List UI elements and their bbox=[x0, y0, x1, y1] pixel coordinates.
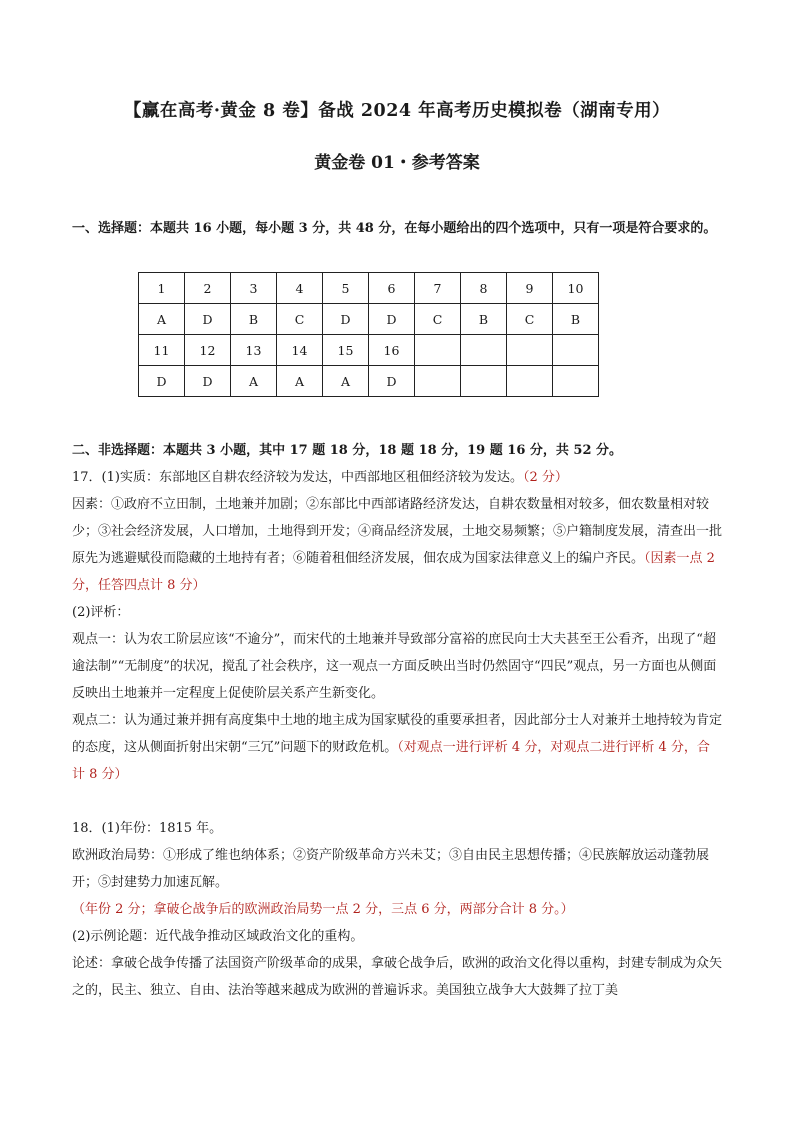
q17-part1 bbox=[72, 464, 722, 491]
answer-table-cell bbox=[553, 366, 599, 397]
answer-table-cell: 12 bbox=[185, 335, 231, 366]
answer-table-cell bbox=[507, 366, 553, 397]
answer-table-cell: A bbox=[323, 366, 369, 397]
section2 bbox=[72, 437, 722, 1004]
answer-table-cell: 11 bbox=[139, 335, 185, 366]
q17-part1-score: （2 分） bbox=[522, 470, 568, 485]
q17-viewpoint1: 观点一：认为农工阶层应该“不逾分”，而宋代的土地兼并导致部分富裕的庶民向士大夫甚至王公看齐，出现了“超逾法制”“无制度”的状况，搅乱了社会秩序，这一观点一方面反映出当时仍然固守“四民”观点，另一方面也从侧面反映出土地兼并一定程度上促使阶层关系产生新变化。 bbox=[72, 632, 717, 701]
q18-part1: 18．(1)年份：1815 年。 bbox=[72, 821, 223, 836]
q18-politics-text: 欧洲政治局势：①形成了维也纳体系；②资产阶级革命方兴未艾；③自由民主思想传播；④民族解放运动蓬勃展开；⑤封建势力加速瓦解。 bbox=[72, 848, 710, 890]
answer-table-cell: 16 bbox=[369, 335, 415, 366]
answer-table-cell: B bbox=[553, 304, 599, 335]
q18-part2-topic: (2)示例论题：近代战争推动区域政治文化的重构。 bbox=[72, 929, 364, 944]
q17-viewpoint2-score: （对观点一进行评析 4 分，对观点二进行评析 4 分，合计 8 分） bbox=[72, 740, 710, 782]
answer-table-cell: A bbox=[139, 304, 185, 335]
answer-table bbox=[138, 272, 599, 397]
document-title: 【赢在高考·黄金 8 卷】备战 2024 年高考历史模拟卷（湖南专用） bbox=[123, 101, 671, 121]
answer-table-cell: C bbox=[415, 304, 461, 335]
answer-table-cell: A bbox=[277, 366, 323, 397]
answer-table-cell: 2 bbox=[185, 273, 231, 304]
answer-table-cell: 15 bbox=[323, 335, 369, 366]
answer-table-cell: 8 bbox=[461, 273, 507, 304]
answer-table-row bbox=[139, 366, 599, 397]
answer-table-cell: C bbox=[277, 304, 323, 335]
q17-part1-text: 17．(1)实质：东部地区自耕农经济较为发达，中西部地区租佃经济较为发达。 bbox=[72, 470, 523, 485]
answer-table-cell: 3 bbox=[231, 273, 277, 304]
q18-politics-score: （年份 2 分；拿破仑战争后的欧洲政治局势一点 2 分，三点 6 分，两部分合计 8 分。） bbox=[72, 902, 574, 917]
answer-table-cell bbox=[507, 335, 553, 366]
answer-table-cell: 13 bbox=[231, 335, 277, 366]
answer-table-cell: 4 bbox=[277, 273, 323, 304]
q17-viewpoint2 bbox=[72, 707, 722, 788]
q17-factors-text: 因素：①政府不立田制，土地兼并加剧；②东部比中西部诸路经济发达，自耕农数量相对较多，佃农数量相对较少；③社会经济发展，人口增加，土地得到开发；④商品经济发展，土地交易频繁；⑤户籍制度发展，清查出一批原先为逃避赋役而隐藏的土地持有者；⑥随着租佃经济发展，佃农成为国家法律意义上的编户齐民。 bbox=[72, 497, 723, 566]
q18-politics bbox=[72, 842, 722, 923]
answer-table-cell: 14 bbox=[277, 335, 323, 366]
q17-viewpoint2-text: 观点二：认为通过兼并拥有高度集中土地的地主成为国家赋役的重要承担者，因此部分士人对兼并土地持较为肯定的态度，这从侧面折射出宋朝“三冗”问题下的财政危机。 bbox=[72, 713, 723, 755]
answer-table-row bbox=[139, 273, 599, 304]
answer-table-cell: 5 bbox=[323, 273, 369, 304]
answer-table-cell bbox=[415, 366, 461, 397]
answer-table-row bbox=[139, 335, 599, 366]
answer-table-cell: D bbox=[139, 366, 185, 397]
answer-table-cell: 10 bbox=[553, 273, 599, 304]
answer-table-row bbox=[139, 304, 599, 335]
q17-factors-score: （因素一点 2 分，任答四点计 8 分） bbox=[72, 551, 715, 593]
section2-heading: 二、非选择题：本题共 3 小题，其中 17 题 18 分，18 题 18 分，19 题 16 分，共 52 分。 bbox=[72, 443, 623, 458]
answer-table-cell: D bbox=[369, 304, 415, 335]
answer-table-cell: B bbox=[231, 304, 277, 335]
answer-table-cell: 1 bbox=[139, 273, 185, 304]
answer-table-cell: C bbox=[507, 304, 553, 335]
answer-table-cell: 9 bbox=[507, 273, 553, 304]
answer-table-cell bbox=[415, 335, 461, 366]
section1-heading: 一、选择题：本题共 16 小题，每小题 3 分，共 48 分，在每小题给出的四个选项中，只有一项是符合要求的。 bbox=[72, 221, 717, 236]
answer-table-cell bbox=[553, 335, 599, 366]
answer-table-cell: B bbox=[461, 304, 507, 335]
answer-table-cell bbox=[461, 366, 507, 397]
answer-table-cell: D bbox=[185, 366, 231, 397]
answer-table-cell: D bbox=[185, 304, 231, 335]
document-subtitle: 黄金卷 01・参考答案 bbox=[314, 153, 480, 173]
answer-table-cell: D bbox=[323, 304, 369, 335]
paragraph-gap bbox=[72, 788, 722, 815]
q17-part2-label: (2)评析： bbox=[72, 605, 130, 620]
answer-table-cell: 6 bbox=[369, 273, 415, 304]
q17-factors bbox=[72, 491, 722, 599]
answer-table-cell: 7 bbox=[415, 273, 461, 304]
q18-argument: 论述：拿破仑战争传播了法国资产阶级革命的成果，拿破仑战争后，欧洲的政治文化得以重构，封建专制成为众矢之的，民主、独立、自由、法治等越来越成为欧洲的普遍诉求。美国独立战争大大鼓舞了拉丁美 bbox=[72, 956, 723, 998]
answer-table-cell: A bbox=[231, 366, 277, 397]
answer-table-cell bbox=[461, 335, 507, 366]
answer-table-cell: D bbox=[369, 366, 415, 397]
